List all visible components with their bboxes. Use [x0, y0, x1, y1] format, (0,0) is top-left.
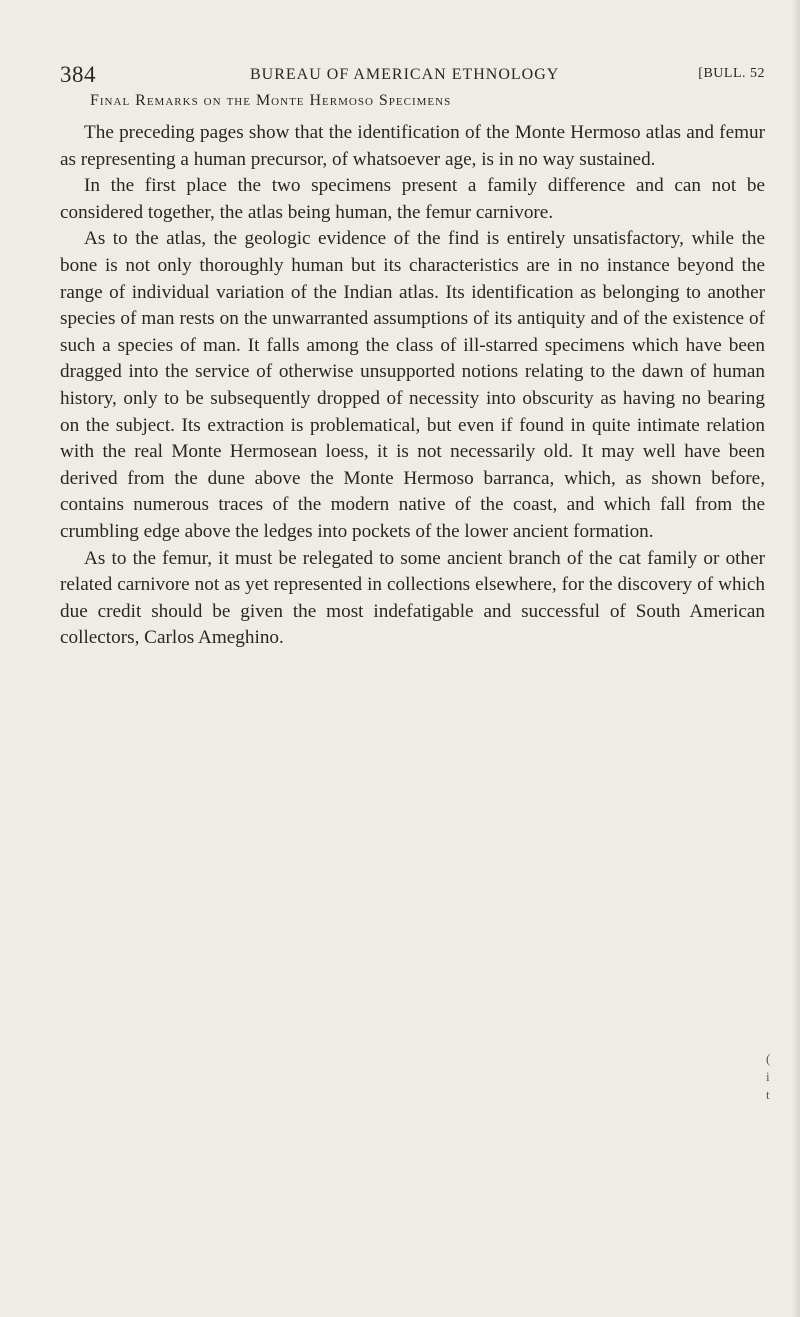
running-head: [60, 62, 765, 92]
page-edge-shadow: [792, 0, 800, 1317]
margin-mark: t: [766, 1087, 770, 1102]
section-heading: Final Remarks on the Monte Hermoso Specimens: [90, 92, 452, 109]
margin-mark: i: [766, 1069, 770, 1084]
paragraph: In the first place the two specimens present a family difference and can not be considered together, the atlas being human, the femur carnivore.: [60, 175, 765, 223]
paragraph: As to the atlas, the geologic evidence of the find is entirely unsatisfactory, while the bone is not only thoroughly human but its characteristics are in no instance beyond the range of individual variation of the Indian atlas. Its identification as belonging to another species of man rests on the unwarranted assumptions of its antiquity and of the existence of such a species of man. It falls among the class of ill-starred specimens which have been dragged into the service of otherwise unsupported notions relating to the dawn of human history, only to be subsequently dropped of necessity into obscurity as having no bearing on the subject. Its extraction is problematical, but even if found in quite intimate relation with the real Monte Hermosean loess, it is not necessarily old. It may well have been derived from the dune above the Monte Hermoso barranca, which, as shown before, contains numerous traces of the modern native of the coast, and which fall from the crumbling edge above the ledges into pockets of the lower ancient formation.: [60, 228, 765, 542]
paragraph: The preceding pages show that the identification of the Monte Hermoso atlas and femur as representing a human precursor, of whatsoever age, is in no way sustained.: [60, 122, 765, 170]
paragraph: As to the femur, it must be relegated to some ancient branch of the cat family or other related carnivore not as yet represented in collections elsewhere, for the discovery of which due credit should be given the most indefatigable and successful of South American collectors, Carlos Ameghino.: [60, 547, 765, 649]
running-title: BUREAU OF AMERICAN ETHNOLOGY: [250, 66, 560, 83]
body-text: [60, 120, 765, 652]
bulletin-reference: [BULL. 52: [698, 66, 765, 81]
margin-marks: [766, 1050, 776, 1130]
margin-mark: (: [766, 1051, 771, 1066]
page-number: 384: [60, 62, 96, 87]
